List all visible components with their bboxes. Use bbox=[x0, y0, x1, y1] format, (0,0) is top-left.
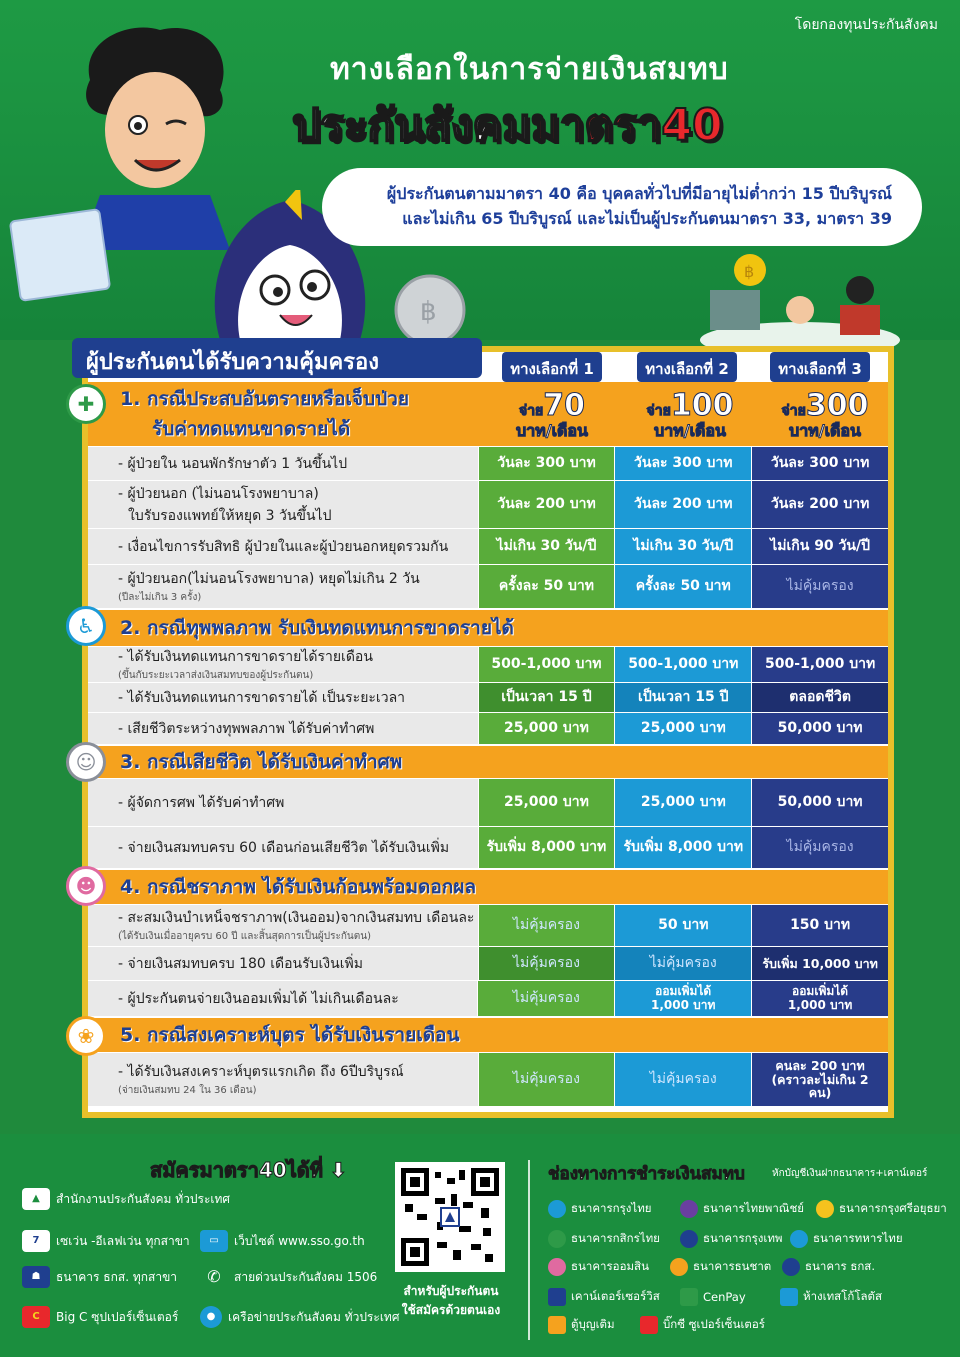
register-item bbox=[200, 1266, 377, 1288]
option1-cell: ครั้งละ 50 บาท bbox=[478, 565, 615, 608]
section4-header bbox=[88, 870, 888, 904]
bank-label: ธนาคารธนชาต bbox=[693, 1259, 772, 1273]
row-desc-text: - ผู้ป่วยใน นอนพักรักษาตัว 1 วันขึ้นไป bbox=[118, 455, 348, 472]
table-row bbox=[88, 904, 888, 946]
option3-cell: วันละ 300 บาท bbox=[751, 447, 888, 480]
row-desc bbox=[88, 565, 478, 608]
bank-label: CenPay bbox=[703, 1290, 746, 1304]
qr-caption bbox=[388, 1282, 514, 1320]
gsb-logo-icon bbox=[548, 1258, 566, 1276]
scb-logo-icon bbox=[680, 1200, 698, 1218]
bank-item bbox=[680, 1230, 783, 1248]
sso-logo-icon: ▲ bbox=[22, 1188, 50, 1210]
row-desc-text: - ผู้ป่วยนอก (ไม่นอนโรงพยาบาล) bbox=[118, 485, 319, 502]
bank-item bbox=[548, 1316, 615, 1334]
option3-cell: ไม่คุ้มครอง bbox=[751, 827, 888, 868]
section2-header bbox=[88, 610, 888, 646]
payment-title: ช่องทางการชำระเงินสมทบ bbox=[548, 1164, 745, 1184]
register-item-label: เซเว่น -อีเลฟเว่น ทุกสาขา bbox=[56, 1233, 190, 1248]
baac-icon: ☗ bbox=[22, 1266, 50, 1288]
row-sub-text: (ได้รับเงินเมื่ออายุครบ 60 ปี และสิ้นสุดการเป็นผู้ประกันตน) bbox=[118, 931, 371, 942]
option1-pay-label: จ่าย bbox=[518, 403, 544, 419]
table-row bbox=[88, 446, 888, 480]
table-row bbox=[88, 1052, 888, 1106]
title-line1: ทางเลือกในการจ่ายเงินสมทบ bbox=[330, 52, 729, 87]
row-desc-text: - เงื่อนไขการรับสิทธิ ผู้ป่วยในและผู้ป่วยนอกหยุดรวมกัน bbox=[118, 538, 449, 555]
row-desc-text: - ผู้จัดการศพ ได้รับค่าทำศพ bbox=[118, 794, 285, 811]
row-desc bbox=[88, 981, 477, 1016]
title-line2-a: ประกันสังคม bbox=[292, 100, 531, 151]
qr-caption-line2: ใช้สมัครด้วยตนเอง bbox=[401, 1303, 501, 1318]
row-desc-text: - ได้รับเงินสงเคราะห์บุตรแรกเกิด ถึง 6ปีบริบูรณ์ bbox=[118, 1064, 404, 1080]
option1-cell: ไม่คุ้มครอง bbox=[478, 947, 615, 980]
section1-header bbox=[88, 382, 492, 446]
row-desc bbox=[88, 1053, 478, 1106]
tesco-lotus-logo-icon bbox=[780, 1288, 798, 1306]
tbank-logo-icon bbox=[670, 1258, 688, 1276]
row-sub-text: (ปีละไม่เกิน 3 ครั้ง) bbox=[118, 592, 202, 603]
kbank-logo-icon bbox=[548, 1230, 566, 1248]
register-item bbox=[22, 1188, 230, 1210]
option3-cell: 150 บาท bbox=[751, 905, 888, 946]
definition-line1: ผู้ประกันตนตามมาตรา 40 คือ บุคคลทั่วไปที่มีอายุไม่ต่ำกว่า 15 ปีบริบูรณ์ bbox=[386, 184, 892, 204]
option2-label: ทางเลือกที่ 2 bbox=[637, 352, 737, 382]
section2-title: 2. กรณีทุพพลภาพ รับเงินทดแทนการขาดรายได้ bbox=[120, 617, 514, 639]
divider bbox=[528, 1160, 530, 1340]
option1-cell: 25,000 บาท bbox=[478, 779, 615, 826]
option3-pay-label: จ่าย bbox=[781, 403, 806, 419]
option1-cell: วันละ 200 บาท bbox=[478, 481, 615, 528]
option2-cell: ไม่คุ้มครอง bbox=[614, 947, 751, 980]
table-row bbox=[88, 480, 888, 528]
bigc-icon: C bbox=[22, 1306, 50, 1328]
bank-item bbox=[680, 1288, 746, 1306]
phone-icon: ✆ bbox=[207, 1267, 221, 1286]
definition-bubble bbox=[322, 168, 922, 246]
svg-text:฿: ฿ bbox=[420, 297, 437, 327]
option3-cell: 500-1,000 บาท bbox=[751, 647, 888, 682]
id-card-icon bbox=[9, 208, 112, 302]
coverage-heading: ผู้ประกันตนได้รับความคุ้มครอง bbox=[72, 338, 482, 378]
register-item bbox=[200, 1230, 365, 1252]
option2-cell: ไม่คุ้มครอง bbox=[614, 1053, 751, 1106]
option3-cell: ไม่เกิน 90 วัน/ปี bbox=[751, 529, 888, 564]
option1-cell: รับเพิ่ม 8,000 บาท bbox=[478, 827, 615, 868]
svg-text:฿: ฿ bbox=[744, 262, 755, 281]
row-desc bbox=[88, 683, 478, 712]
option2-cell: ครั้งละ 50 บาท bbox=[614, 565, 751, 608]
table-row bbox=[88, 528, 888, 564]
register-title-text: สมัครมาตรา40ได้ที่ bbox=[150, 1158, 323, 1182]
register-item-label: ธนาคาร ธกส. ทุกสาขา bbox=[56, 1269, 178, 1284]
row-sub-text: ใบรับรองแพทย์ให้หยุด 3 วันขึ้นไป bbox=[128, 507, 332, 524]
table-row bbox=[88, 778, 888, 826]
bank-label: ตู้บุญเติม bbox=[571, 1317, 615, 1331]
arrow-down-icon: ⬇ bbox=[322, 1158, 347, 1182]
shield-elderly-icon: ☻ bbox=[66, 866, 106, 906]
option1-cell: ไม่คุ้มครอง bbox=[478, 1053, 615, 1106]
payment-subtitle: หักบัญชีเงินฝากธนาคาร+เคาน์เตอร์ bbox=[772, 1168, 928, 1179]
option3-label: ทางเลือกที่ 3 bbox=[770, 352, 870, 382]
register-item-label: Big C ซุปเปอร์เซ็นเตอร์ bbox=[56, 1309, 179, 1324]
row-desc-text: - สะสมเงินบำเหน็จชราภาพ(เงินออม)จากเงินสมทบ เดือนละ bbox=[118, 910, 475, 926]
bank-item bbox=[548, 1230, 660, 1248]
option2-cell: วันละ 300 บาท bbox=[614, 447, 751, 480]
row-desc bbox=[88, 779, 478, 826]
row-sub-text: (ขึ้นกับระยะเวลาส่งเงินสมทบของผู้ประกันตน) bbox=[118, 670, 314, 681]
option1-pay bbox=[492, 388, 612, 444]
table-row bbox=[88, 712, 888, 744]
option3-cell: ออมเพิ่มได้ 1,000 บาท bbox=[751, 981, 888, 1016]
register-item bbox=[22, 1266, 177, 1288]
bank-label: ธนาคารกรุงศรีอยุธยา bbox=[839, 1201, 947, 1215]
row-sub-text: (จ่ายเงินสมทบ 24 ใน 36 เดือน) bbox=[118, 1085, 257, 1096]
row-desc bbox=[88, 481, 478, 528]
register-item bbox=[22, 1230, 190, 1252]
table-row bbox=[88, 646, 888, 682]
bank-item bbox=[548, 1258, 649, 1276]
option1-cell: ไม่คุ้มครอง bbox=[477, 981, 614, 1016]
register-title bbox=[150, 1154, 347, 1186]
title-line2 bbox=[292, 90, 723, 160]
option3-cell: 50,000 บาท bbox=[751, 779, 888, 826]
option2-cell: เป็นเวลา 15 ปี bbox=[614, 683, 751, 712]
row-desc bbox=[88, 447, 478, 480]
table-row bbox=[88, 946, 888, 980]
tmb-logo-icon bbox=[790, 1230, 808, 1248]
bank-label: ธนาคารกรุงไทย bbox=[571, 1201, 652, 1215]
section5-title: 5. กรณีสงเคราะห์บุตร ได้รับเงินรายเดือน bbox=[120, 1024, 460, 1046]
option3-cell: รับเพิ่ม 10,000 บาท bbox=[751, 947, 888, 980]
option2-cell: 25,000 บาท bbox=[614, 713, 751, 744]
option1-cell: วันละ 300 บาท bbox=[478, 447, 615, 480]
row-desc bbox=[88, 947, 478, 980]
option2-pay bbox=[630, 388, 750, 444]
row-desc-text: - ผู้ป่วยนอก(ไม่นอนโรงพยาบาล) หยุดไม่เกิน 2 วัน bbox=[118, 571, 420, 587]
option1-amount: 70 bbox=[543, 388, 586, 423]
option3-cell: คนละ 200 บาท (คราวละไม่เกิน 2 คน) bbox=[751, 1053, 888, 1106]
section1-title: 1. กรณีประสบอันตรายหรือเจ็บป่วย bbox=[120, 388, 409, 410]
option2-cell: 500-1,000 บาท bbox=[614, 647, 751, 682]
option3-amount: 300 bbox=[805, 388, 869, 423]
qr-code-icon bbox=[401, 1168, 499, 1266]
bank-label: ห้างเทสโก้โลตัส bbox=[803, 1289, 883, 1303]
option3-unit: บาท/เดือน bbox=[789, 421, 861, 440]
option3-cell: 50,000 บาท bbox=[751, 713, 888, 744]
option2-cell: วันละ 200 บาท bbox=[614, 481, 751, 528]
row-desc-text: - ได้รับเงินทดแทนการขาดรายได้รายเดือน bbox=[118, 649, 373, 665]
row-desc bbox=[88, 647, 478, 682]
row-desc-text: - ผู้ประกันตนจ่ายเงินออมเพิ่มได้ ไม่เกินเดือนละ bbox=[118, 990, 399, 1007]
seven-eleven-icon: 7 bbox=[22, 1230, 50, 1252]
option2-cell: ไม่เกิน 30 วัน/ปี bbox=[614, 529, 751, 564]
row-desc bbox=[88, 529, 478, 564]
option1-cell: 25,000 บาท bbox=[478, 713, 615, 744]
bank-item bbox=[790, 1230, 903, 1248]
register-item-label: สายด่วนประกันสังคม 1506 bbox=[234, 1269, 378, 1284]
row-desc bbox=[88, 713, 478, 744]
vendor-illustration-icon bbox=[700, 250, 900, 350]
bank-item bbox=[548, 1288, 660, 1306]
option3-pay bbox=[765, 388, 885, 444]
option3-cell: วันละ 200 บาท bbox=[751, 481, 888, 528]
row-desc-text: - เสียชีวิตระหว่างทุพพลภาพ ได้รับค่าทำศพ bbox=[118, 720, 375, 737]
bank-label: ธนาคารทหารไทย bbox=[813, 1231, 903, 1245]
option1-cell: ไม่เกิน 30 วัน/ปี bbox=[478, 529, 615, 564]
network-icon: ● bbox=[200, 1306, 222, 1328]
qr-code[interactable] bbox=[395, 1162, 505, 1272]
row-desc-text: - จ่ายเงินสมทบครบ 60 เดือนก่อนเสียชีวิต ได้รับเงินเพิ่ม bbox=[118, 839, 450, 856]
bank-label: เคาน์เตอร์เซอร์วิส bbox=[571, 1289, 660, 1303]
source-text: โดยกองทุนประกันสังคม bbox=[794, 17, 938, 33]
bank-label: ธนาคาร ธกส. bbox=[805, 1259, 875, 1273]
qr-caption-line1: สำหรับผู้ประกันตน bbox=[403, 1284, 499, 1298]
section3-title: 3. กรณีเสียชีวิต ได้รับเงินค่าทำศพ bbox=[120, 751, 403, 773]
ktb-logo-icon bbox=[548, 1200, 566, 1218]
section4-title: 4. กรณีชราภาพ ได้รับเงินก้อนพร้อมดอกผล bbox=[120, 876, 477, 898]
counter-service-logo-icon bbox=[548, 1288, 566, 1306]
bank-label: ธนาคารออมสิน bbox=[571, 1259, 649, 1273]
row-desc-text: - จ่ายเงินสมทบครบ 180 เดือนรับเงินเพิ่ม bbox=[118, 955, 363, 972]
option2-cell: รับเพิ่ม 8,000 บาท bbox=[614, 827, 751, 868]
table-row bbox=[88, 980, 888, 1016]
monitor-icon: ▭ bbox=[200, 1230, 228, 1252]
option1-cell: ไม่คุ้มครอง bbox=[478, 905, 615, 946]
shield-disability-icon: ♿ bbox=[66, 606, 106, 646]
bbl-logo-icon bbox=[680, 1230, 698, 1248]
cenpay-logo-icon bbox=[680, 1288, 698, 1306]
section3-header bbox=[88, 746, 888, 778]
option2-unit: บาท/เดือน bbox=[654, 421, 726, 440]
section5-header bbox=[88, 1018, 888, 1052]
bank-label: ธนาคารกรุงเทพ bbox=[703, 1231, 783, 1245]
bank-item bbox=[670, 1258, 771, 1276]
option2-cell: 25,000 บาท bbox=[614, 779, 751, 826]
bank-label: บิ๊กซี ซูเปอร์เซ็นเตอร์ bbox=[663, 1317, 765, 1331]
option1-unit: บาท/เดือน bbox=[516, 421, 588, 440]
row-desc bbox=[88, 905, 478, 946]
section1-title2: รับค่าทดแทนขาดรายได้ bbox=[152, 418, 351, 440]
table-row bbox=[88, 682, 888, 712]
bank-label: ธนาคารกสิกรไทย bbox=[571, 1231, 660, 1245]
option2-pay-label: จ่าย bbox=[646, 403, 671, 419]
register-item bbox=[200, 1306, 399, 1328]
register-item bbox=[22, 1306, 178, 1328]
table-row bbox=[88, 826, 888, 868]
option1-label: ทางเลือกที่ 1 bbox=[502, 352, 602, 382]
option2-amount: 100 bbox=[670, 388, 734, 423]
title-line2-b: มาตรา40 bbox=[530, 100, 723, 151]
bank-item bbox=[548, 1200, 652, 1218]
definition-line2: และไม่เกิน 65 ปีบริบูรณ์ และไม่เป็นผู้ประกันตนมาตรา 33, มาตรา 39 bbox=[402, 209, 892, 228]
register-item-label: เว็บไซต์ www.sso.go.th bbox=[234, 1233, 365, 1248]
register-item-label: สำนักงานประกันสังคม ทั่วประเทศ bbox=[56, 1191, 231, 1206]
bigc-logo-icon bbox=[640, 1316, 658, 1334]
bank-item bbox=[782, 1258, 875, 1276]
shield-baby-icon: ❀ bbox=[66, 1016, 106, 1056]
shield-cross-icon: ✚ bbox=[66, 384, 106, 424]
shield-ghost-icon: ☺ bbox=[66, 742, 106, 782]
option1-cell: 500-1,000 บาท bbox=[478, 647, 615, 682]
baac-logo-icon bbox=[782, 1258, 800, 1276]
boonterm-logo-icon bbox=[548, 1316, 566, 1334]
option2-cell: ออมเพิ่มได้ 1,000 บาท bbox=[614, 981, 751, 1016]
option1-cell: เป็นเวลา 15 ปี bbox=[478, 683, 615, 712]
option3-cell: ตลอดชีวิต bbox=[751, 683, 888, 712]
bank-item bbox=[780, 1288, 882, 1306]
option2-cell: 50 บาท bbox=[614, 905, 751, 946]
option3-cell: ไม่คุ้มครอง bbox=[751, 565, 888, 608]
bank-item bbox=[816, 1200, 947, 1218]
register-item-label: เครือข่ายประกันสังคม ทั่วประเทศ bbox=[228, 1309, 400, 1324]
row-desc bbox=[88, 827, 478, 868]
table-row bbox=[88, 564, 888, 608]
bank-item bbox=[680, 1200, 804, 1218]
row-desc-text: - ได้รับเงินทดแทนการขาดรายได้ เป็นระยะเวลา bbox=[118, 689, 406, 706]
bay-logo-icon bbox=[816, 1200, 834, 1218]
bank-item bbox=[640, 1316, 765, 1334]
bank-label: ธนาคารไทยพาณิชย์ bbox=[703, 1201, 805, 1215]
